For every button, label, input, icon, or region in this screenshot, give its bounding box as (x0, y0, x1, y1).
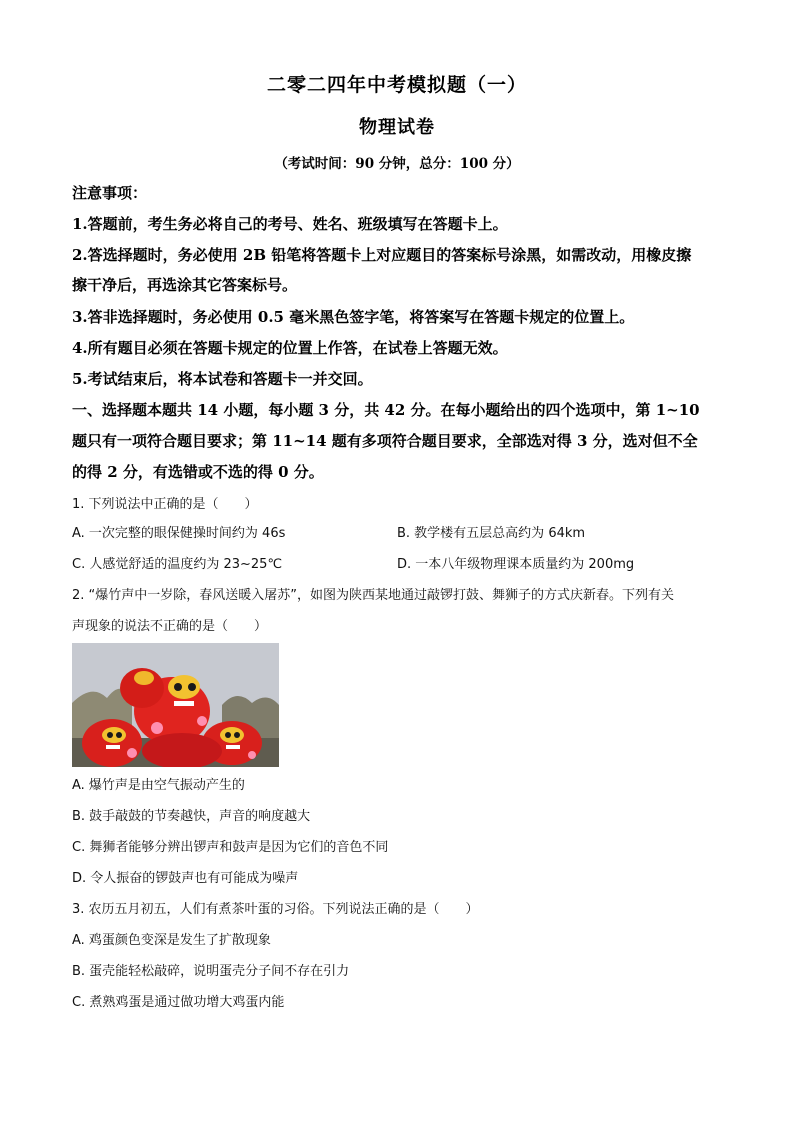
section1-instructions-2: 题只有一项符合题目要求；第 11~14 题有多项符合题目要求，全部选对得 3 分，选对但不全 (72, 432, 698, 450)
notice-item-4: 4.所有题目必须在答题卡规定的位置上作答，在试卷上答题无效。 (72, 339, 508, 357)
q2-option-c: C. 舞狮者能够分辨出锣声和鼓声是因为它们的音色不同 (72, 840, 389, 855)
notice-item-2-cont: 擦干净后，再选涂其它答案标号。 (72, 276, 298, 294)
q3-option-b: B. 蛋壳能轻松敲碎，说明蛋壳分子间不存在引力 (72, 964, 350, 979)
exam-subject: 物理试卷 (359, 117, 435, 138)
notice-item-1: 1.答题前，考生务必将自己的考号、姓名、班级填写在答题卡上。 (72, 215, 508, 233)
q3-stem: 3. 农历五月初五，人们有煮茶叶蛋的习俗。下列说法正确的是（ ） (72, 902, 479, 917)
notice-item-3: 3.答非选择题时，务必使用 0.5 毫米黑色签字笔，将答案写在答题卡规定的位置上。 (72, 308, 635, 326)
q1-option-d: D. 一本八年级物理课本质量约为 200mg (397, 557, 635, 572)
q2-option-b: B. 鼓手敲鼓的节奏越快，声音的响度越大 (72, 809, 311, 824)
section1-instructions-1: 一、选择题本题共 14 小题，每小题 3 分，共 42 分。在每小题给出的四个选项中，第 1~10 (72, 401, 700, 419)
q2-stem-line2: 声现象的说法不正确的是（ ） (72, 619, 268, 634)
q3-option-a: A. 鸡蛋颜色变深是发生了扩散现象 (72, 933, 271, 948)
exam-info: （考试时间：90 分钟，总分：100 分） (274, 156, 520, 172)
q1-stem: 1. 下列说法中正确的是（ ） (72, 497, 258, 512)
q2-option-d: D. 令人振奋的锣鼓声也有可能成为噪声 (72, 871, 299, 886)
q2-stem-line1: 2. “爆竹声中一岁除，春风送暖入屠苏”，如图为陕西某地通过敲锣打鼓、舞狮子的方式庆新春。下列有关 (72, 588, 675, 603)
q1-option-a: A. 一次完整的眼保健操时间约为 46s (72, 526, 286, 541)
exam-title: 二零二四年中考模拟题（一） (266, 74, 527, 96)
q1-option-c: C. 人感觉舒适的温度约为 23~25℃ (72, 557, 283, 572)
q1-option-b: B. 教学楼有五层总高约为 64km (397, 526, 586, 541)
notice-item-2: 2.答选择题时，务必使用 2B 铅笔将答题卡上对应题目的答案标号涂黑，如需改动，用橡皮擦 (72, 246, 692, 264)
notice-item-5: 5.考试结束后，将本试卷和答题卡一并交回。 (72, 370, 373, 388)
lion-dance-illustration (72, 643, 279, 767)
q2-option-a: A. 爆竹声是由空气振动产生的 (72, 778, 245, 793)
section1-instructions-3: 的得 2 分，有选错或不选的得 0 分。 (72, 463, 324, 481)
notice-heading: 注意事项： (72, 184, 148, 202)
q3-option-c: C. 煮熟鸡蛋是通过做功增大鸡蛋内能 (72, 995, 285, 1010)
lion-dance-photo (72, 643, 279, 767)
